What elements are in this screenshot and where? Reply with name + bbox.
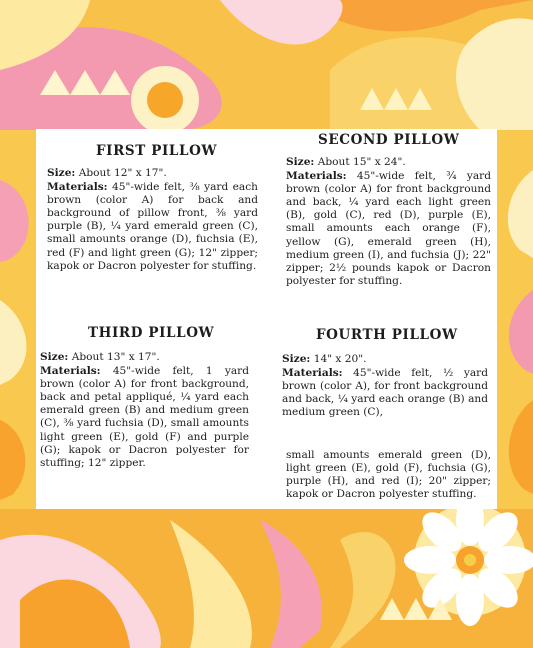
third-pillow-materials-label: Materials: xyxy=(40,365,101,378)
fourth-pillow-materials-value: 45"-wide felt, ½ yard brown (color A), for front background and back, ¼ yard each orange (B) and medium green (C), xyxy=(282,367,488,419)
third-pillow-materials-value: 45"-wide felt, 1 yard brown (color A) for front background, back and petal appliqué, ¼ yard each emerald green (B) and medium green (C), ⅜ yard fuchsia (D), small amounts light green (E), gold (F) and purple (G); kapok or Dacron polyester for stuffing; 12" zipper. xyxy=(40,365,249,469)
first-pillow-size-value: About 12" x 17". xyxy=(75,167,167,179)
fourth-pillow-title: FOURTH PILLOW xyxy=(316,327,458,343)
first-pillow-materials-label: Materials: xyxy=(47,181,108,194)
first-pillow-size-label: Size: xyxy=(47,167,76,179)
third-pillow-details xyxy=(40,351,249,471)
second-pillow-title: SECOND PILLOW xyxy=(318,132,460,148)
second-pillow-materials-label: Materials: xyxy=(286,170,347,183)
third-pillow-size-label: Size: xyxy=(40,351,69,363)
fourth-pillow-details xyxy=(282,353,488,420)
first-pillow-materials-value: 45"-wide felt, ⅜ yard each brown (color A) for back and background of pillow front, ⅜ yard purple (B), ¼ yard emerald green (C), small amounts orange (D), fuchsia (E), red (F) and light green (G); 12" zipper; kapok or Dacron polyester for stuffing. xyxy=(47,181,258,272)
second-pillow-details xyxy=(286,156,491,289)
instructions-sheet xyxy=(36,129,497,509)
fourth-pillow-materials-label: Materials: xyxy=(282,367,343,380)
first-pillow-details xyxy=(47,167,258,274)
first-pillow-title: FIRST PILLOW xyxy=(96,143,218,159)
second-pillow-size-value: About 15" x 24". xyxy=(314,156,406,168)
fourth-pillow-materials-continued: small amounts emerald green (D), light green (E), gold (F), fuchsia (G), purple (H), and red (I); 20" zipper; kapok or Dacron polyester stuffing. xyxy=(286,449,491,501)
fourth-pillow-size-value: 14" x 20". xyxy=(310,353,367,365)
third-pillow-size-value: About 13" x 17". xyxy=(68,351,160,363)
third-pillow-title: THIRD PILLOW xyxy=(88,325,215,341)
second-pillow-materials-value: 45"-wide felt, ¾ yard brown (color A) for front background and back, ¼ yard each light green (B), gold (C), red (D), purple (E), small amounts each orange (F), yellow (G), emerald green (H), medium green (I), and fuchsia (J); 22" zipper; 2½ pounds kapok or Dacron polyester for stuffing. xyxy=(286,170,491,287)
second-pillow-size-label: Size: xyxy=(286,156,315,168)
fourth-pillow-size-label: Size: xyxy=(282,353,311,365)
